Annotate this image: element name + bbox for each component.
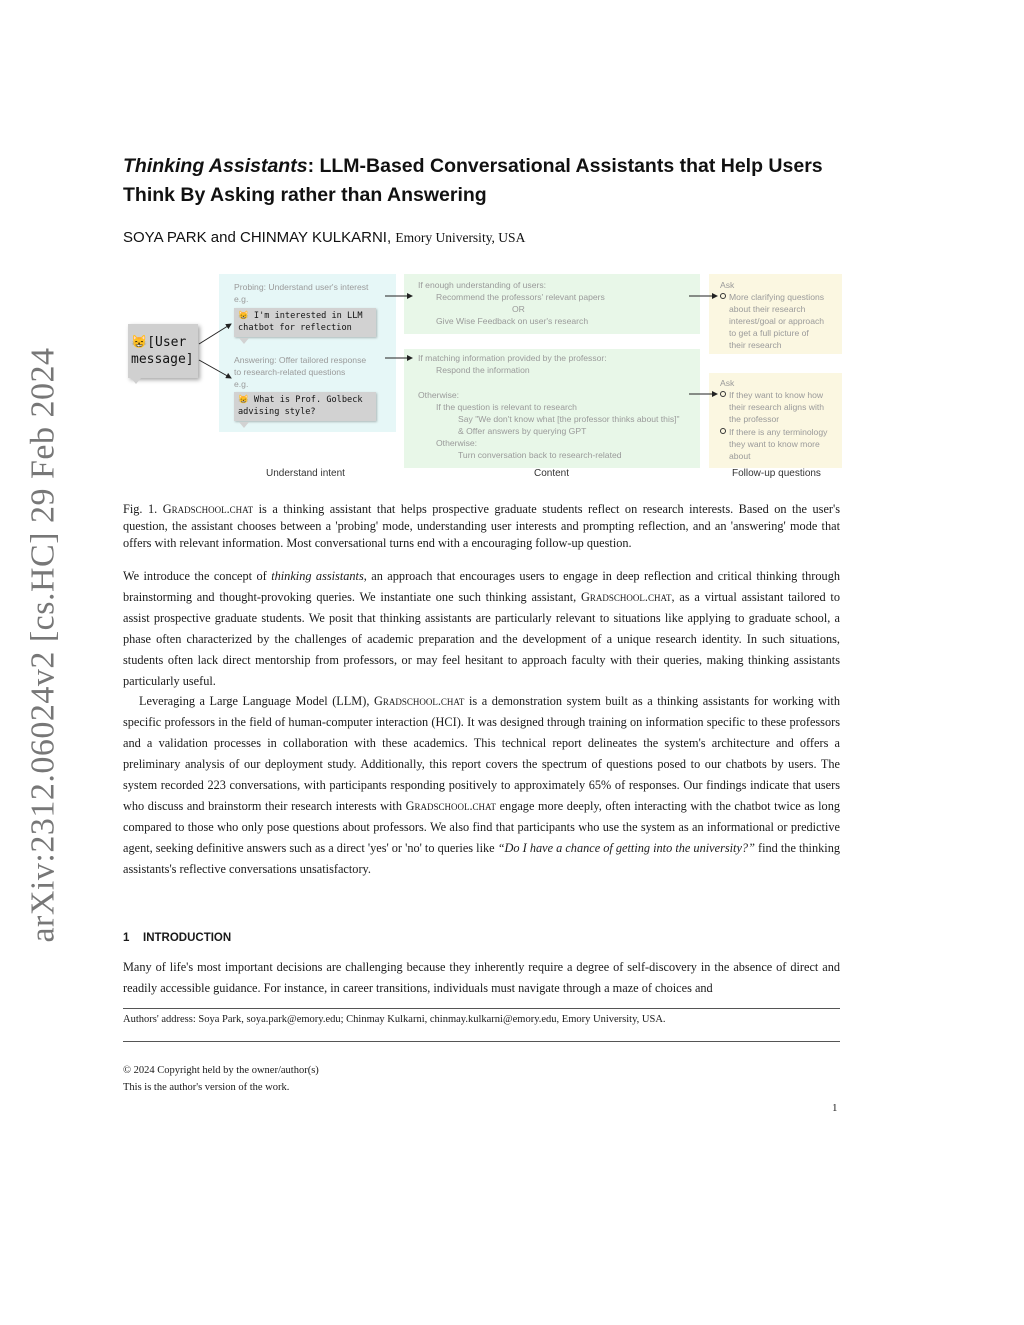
system-name: Gradschool.chat	[373, 694, 465, 709]
caption-text: is a thinking assistant that helps prospective graduate students reflect on research interests. Based on the user's question, the assistant chooses between a 'probing' mode, understanding user interests and prompting reflection, and an 'answering' mode that offers with relevant information. Most conversational turns end with a encouraging follow-up question.	[123, 502, 840, 550]
arxiv-stamp	[12, 347, 76, 943]
answering-example-text: What is Prof. Golbeck advising style?	[238, 395, 363, 417]
followup-ask: Ask	[720, 378, 735, 388]
label-understand-intent: Understand intent	[266, 468, 345, 479]
section-title: INTRODUCTION	[143, 932, 232, 944]
followup-line: interest/goal or approach	[729, 316, 825, 326]
probing-title: Probing: Understand user's interest	[234, 282, 369, 292]
system-name: Gradschool.chat	[162, 502, 254, 516]
content-top-line: Recommend the professors' relevant papers	[436, 292, 605, 302]
author-affiliation: Emory University, USA	[395, 230, 526, 245]
section-heading	[123, 932, 231, 944]
answering-example-bubble	[234, 392, 376, 421]
bubble-tail	[239, 422, 249, 428]
answering-eg: e.g.	[234, 379, 249, 389]
answering-title-2: to research-related questions	[234, 367, 346, 377]
followup-ask: Ask	[720, 280, 735, 290]
followup-line: their research	[729, 340, 782, 350]
content-panel-answering	[404, 349, 700, 468]
content-bottom-line: If the question is relevant to research	[436, 402, 577, 412]
followup-line: More clarifying questions	[720, 291, 824, 303]
cat-emoji-icon: 😸	[238, 395, 249, 405]
footnote-rule	[123, 1041, 840, 1042]
followup-line: If there is any terminology	[720, 426, 827, 438]
followup-line: about	[729, 451, 751, 461]
content-bottom-line: If matching information provided by the professor:	[418, 353, 607, 363]
cat-emoji-icon: 😸	[131, 335, 148, 350]
followup-panel-probing	[709, 274, 842, 354]
title-rest: : LLM-Based Conversational Assistants that Help Users	[307, 155, 823, 177]
content-bottom-line: Otherwise:	[418, 390, 460, 400]
abstract-paragraph-1: We introduce the concept of thinking assistants, an approach that encourages users to engage in deep reflection and critical thinking through brainstorming and thought-provoking queries. We instantiate one such thinking assistant, Gradschool.chat, as a virtual assistant tailored to assist prospective graduate students. We posit that thinking assistants are particularly relevant to situations like applying to graduate school, a phase often characterized by the challenges of academic preparation and the development of a unique research identity. In such situations, students often lack direct mentorship from professors, or may feel hesitant to approach faculty with their queries, making thinking assistants particularly useful.	[123, 569, 840, 688]
abstract-paragraph-2: Leveraging a Large Language Model (LLM), Gradschool.chat is a demonstration system built as a thinking assistants for working with specific professors in the field of human-computer interaction (HCI). It was designed through training on information specific to these professors and a validation processes in collaboration with these academics. This technical report delineates the system's architecture and offers a preliminary analysis of our deployment study. Additionally, this report covers the spectrum of questions posed to our chatbots by users. The system recorded 223 conversations, with participants responding positively to approximately 65% of responses. Our findings indicate that users who discuss and brainstorm their research interests with Gradschool.chat engage more deeply, often interacting with the chatbot twice as long compared to those who only pose questions about professors. We also find that participants who use the system as an informational or predictive agent, seeking definitive answers such as a direct 'yes' or 'no' to queries like “Do I have a chance of getting into the university?” find the thinking assistants's reflective conversations unsatisfactory.	[123, 694, 840, 876]
label-followup: Follow-up questions	[732, 468, 821, 479]
bullet-circle-icon	[720, 391, 726, 397]
content-top-line: Give Wise Feedback on user's research	[436, 316, 589, 326]
intro-paragraph: Many of life's most important decisions are challenging because they inherently require a degree of self-discovery in the absence of direct and readily accessible guidance. For instance, in career transitions, individuals must navigate through a maze of choices and	[123, 960, 840, 995]
copyright: © 2024 Copyright held by the owner/author(s)	[123, 1065, 319, 1076]
footnote-rule	[123, 1008, 840, 1009]
followup-line: to get a full picture of	[729, 328, 809, 338]
author-address: Authors' address: Soya Park, soya.park@emory.edu; Chinmay Kulkarni, chinmay.kulkarni@emory.edu, Emory University, USA.	[123, 1014, 666, 1025]
bubble-tail	[239, 338, 249, 344]
probing-example-bubble	[234, 308, 376, 337]
followup-line: If they want to know how	[720, 389, 823, 401]
author-names: SOYA PARK and CHINMAY KULKARNI,	[123, 229, 392, 246]
caption-prefix: Fig. 1.	[123, 502, 158, 516]
user-message-text: [User message]	[131, 335, 194, 367]
author-line	[123, 229, 525, 246]
content-bottom-line: & Offer answers by querying GPT	[458, 426, 587, 436]
content-top-line: OR	[512, 304, 525, 314]
followup-line: they want to know more	[729, 439, 820, 449]
followup-line: their research aligns with	[729, 402, 825, 412]
intent-panel	[219, 274, 396, 432]
content-bottom-line: Otherwise:	[436, 438, 478, 448]
section-number: 1	[123, 932, 130, 944]
content-bottom-line: Respond the information	[436, 365, 530, 375]
probing-example-text: I'm interested in LLM chatbot for reflection	[238, 311, 363, 333]
content-bottom-line: Say "We don't know what [the professor thinks about this]"	[458, 414, 680, 424]
abstract	[123, 566, 840, 880]
figure-1	[123, 272, 843, 484]
paper-title	[123, 152, 843, 210]
bullet-circle-icon	[720, 293, 726, 299]
probing-eg: e.g.	[234, 294, 249, 304]
arxiv-id: arXiv:2312.06024v2 [cs.HC] 29 Feb 2024	[25, 347, 62, 943]
cat-emoji-icon: 😸	[238, 311, 249, 321]
user-message-bubble	[128, 324, 198, 378]
term-thinking-assistants: thinking assistants	[271, 569, 364, 583]
label-content: Content	[534, 468, 570, 479]
answering-title-1: Answering: Offer tailored response	[234, 355, 367, 365]
quote: “Do I have a chance of getting into the university?”	[497, 840, 755, 855]
page-number: 1	[832, 1102, 838, 1114]
bullet-circle-icon	[720, 428, 726, 434]
system-name: Gradschool.chat	[581, 589, 672, 604]
followup-line: about their research	[729, 304, 806, 314]
content-panel-probing	[404, 274, 700, 334]
followup-panel-answering	[709, 373, 842, 468]
content-bottom-line: Turn conversation back to research-related	[458, 450, 622, 460]
version-note: This is the author's version of the work.	[123, 1082, 290, 1093]
title-line2: Think By Asking rather than Answering	[123, 184, 487, 206]
followup-line: the professor	[729, 414, 780, 424]
title-italic: Thinking Assistants	[123, 155, 308, 177]
bubble-tail	[131, 378, 141, 384]
system-name: Gradschool.chat	[405, 798, 497, 813]
content-top-line: If enough understanding of users:	[418, 280, 547, 290]
figure-caption	[123, 501, 840, 552]
